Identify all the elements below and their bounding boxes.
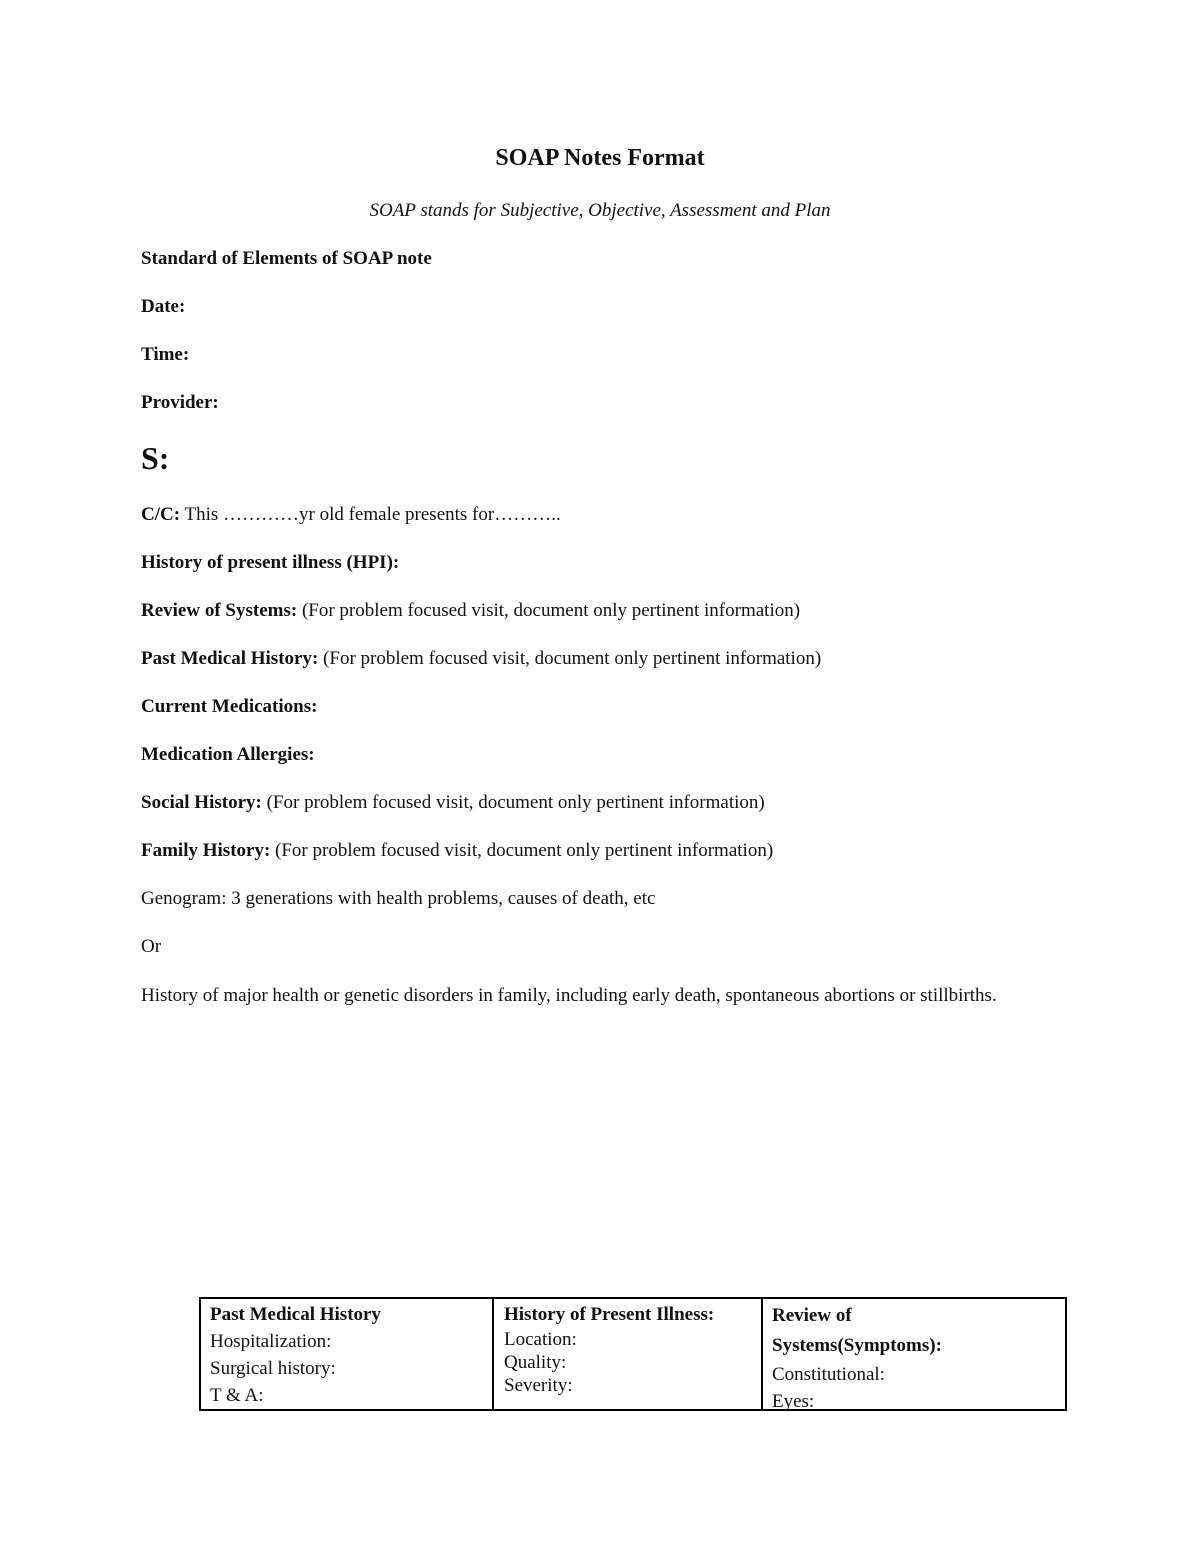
table-cell-title: History of Present Illness: <box>504 1304 715 1325</box>
chief-complaint-label: C/C: <box>141 504 181 525</box>
table-cell-item: Severity: <box>504 1375 573 1396</box>
provider-label: Provider: <box>141 392 219 413</box>
family-history-note: (For problem focused visit, document only pertinent information) <box>270 840 774 861</box>
table-cell-item: Quality: <box>504 1352 567 1373</box>
time-label: Time: <box>141 344 190 365</box>
family-history-line <box>141 838 773 864</box>
elements-heading: Standard of Elements of SOAP note <box>141 248 432 269</box>
social-history-line <box>141 790 765 816</box>
table-cell-title: Review of <box>772 1305 852 1326</box>
past-medical-history-note: (For problem focused visit, document only pertinent information) <box>318 648 822 669</box>
past-medical-history-line <box>141 646 821 672</box>
date-label: Date: <box>141 296 186 317</box>
chief-complaint-text: This …………yr old female presents for……….. <box>180 504 561 525</box>
table-cell-item: Surgical history: <box>210 1358 336 1379</box>
table-cell-item: T & A: <box>210 1385 264 1406</box>
review-of-systems-label: Review of Systems: <box>141 600 298 621</box>
current-medications-label: Current Medications: <box>141 696 318 717</box>
hpi-label: History of present illness (HPI): <box>141 552 400 573</box>
table-cell-history-present-illness <box>492 1299 761 1409</box>
summary-table <box>199 1297 1067 1411</box>
family-disorders-text: History of major health or genetic disorders in family, including early death, spontaneous abortions or stillbirths. <box>141 985 997 1006</box>
table-cell-review-of-systems <box>761 1299 1065 1412</box>
social-history-label: Social History: <box>141 792 262 813</box>
table-cell-title: Systems(Symptoms): <box>772 1335 942 1356</box>
review-of-systems-note: (For problem focused visit, document only pertinent information) <box>297 600 801 621</box>
social-history-note: (For problem focused visit, document only pertinent information) <box>261 792 765 813</box>
review-of-systems-line <box>141 598 800 624</box>
table-cell-item: Constitutional: <box>772 1364 885 1385</box>
past-medical-history-label: Past Medical History: <box>141 648 319 669</box>
chief-complaint-line <box>141 502 561 528</box>
page-title: SOAP Notes Format <box>495 145 705 171</box>
table-cell-item: Hospitalization: <box>210 1331 332 1352</box>
table-cell-item: Location: <box>504 1329 577 1350</box>
or-text: Or <box>141 936 162 957</box>
family-history-label: Family History: <box>141 840 271 861</box>
table-cell-title: Past Medical History <box>210 1304 381 1325</box>
genogram-text: Genogram: 3 generations with health problems, causes of death, etc <box>141 888 656 909</box>
medication-allergies-label: Medication Allergies: <box>141 744 315 765</box>
page-subtitle: SOAP stands for Subjective, Objective, Assessment and Plan <box>369 200 831 221</box>
table-cell-past-medical-history <box>201 1299 492 1409</box>
section-subjective-heading: S: <box>141 440 170 476</box>
table-cell-item: Eyes: <box>772 1391 815 1412</box>
